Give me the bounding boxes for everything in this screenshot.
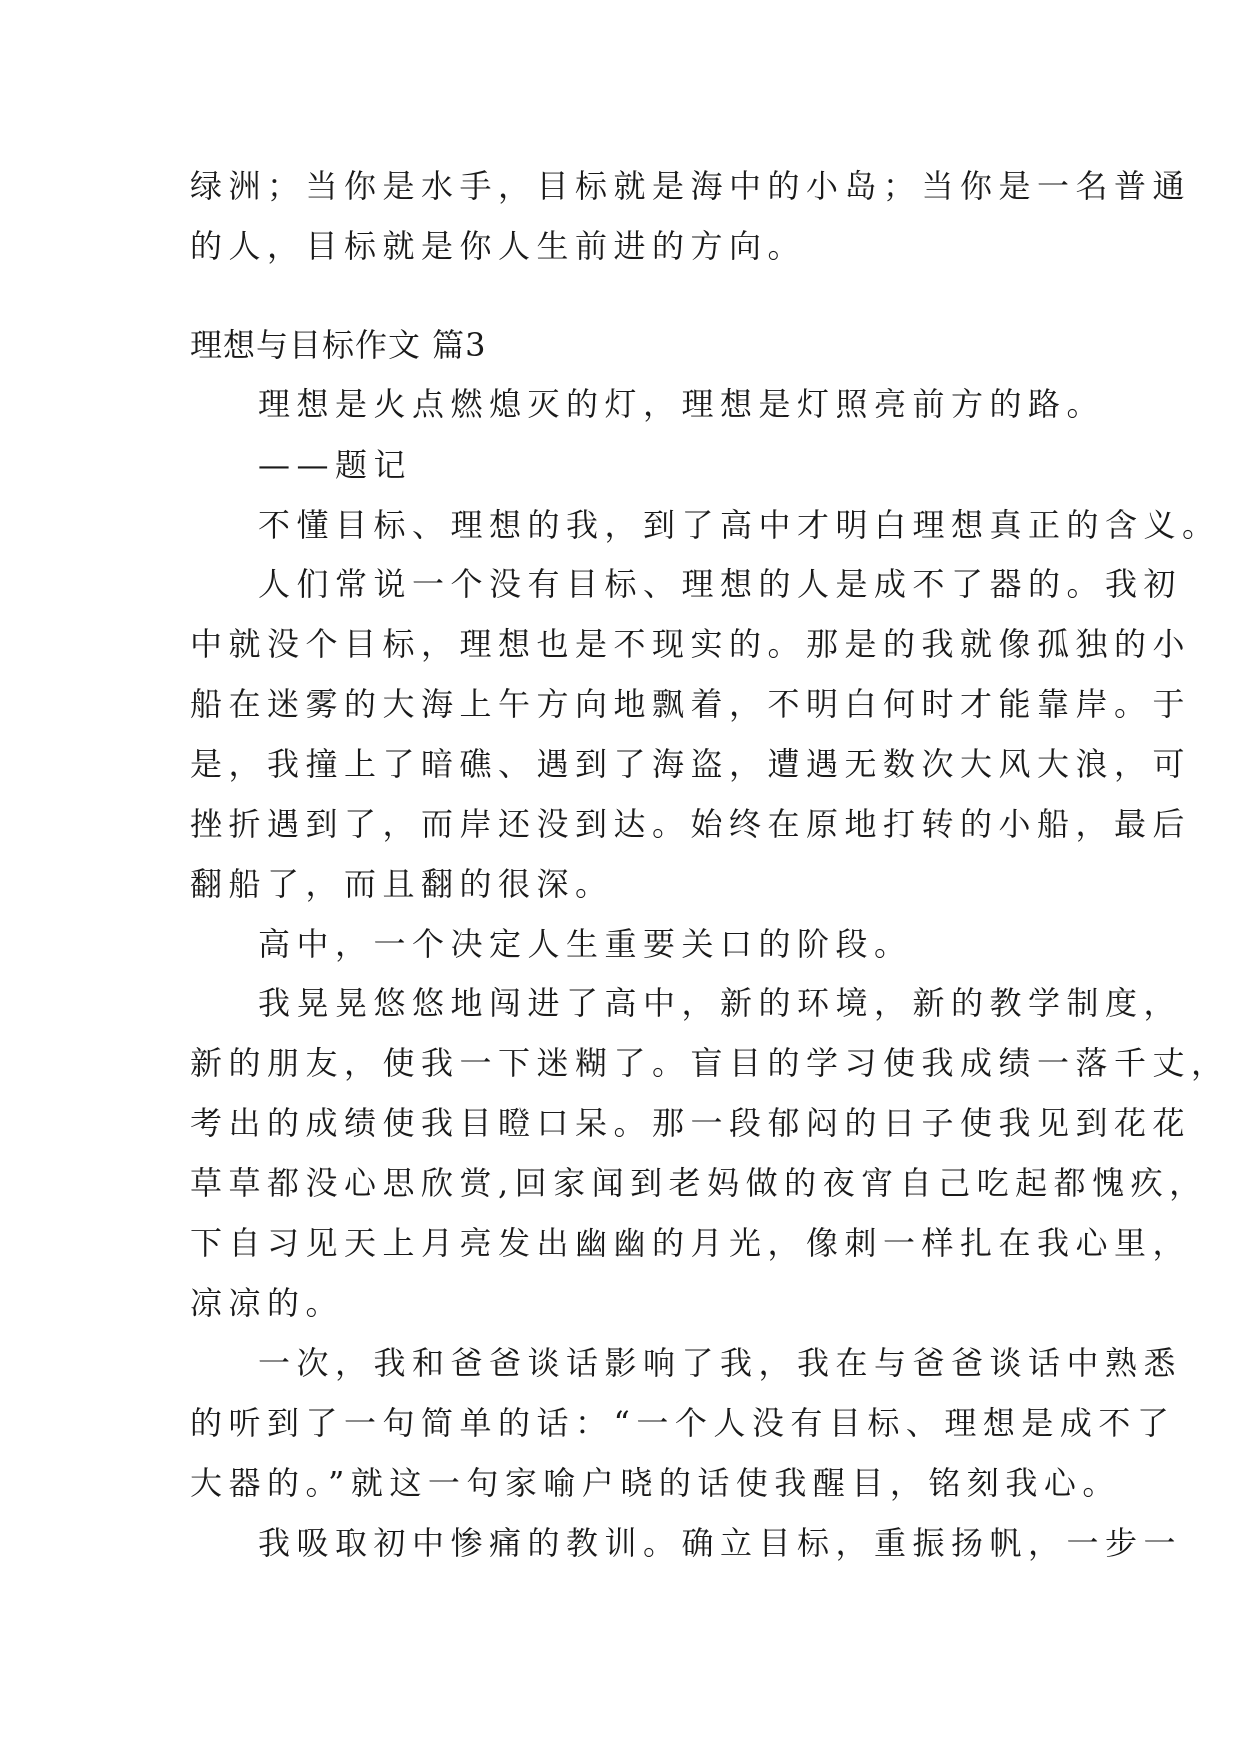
text-line: 大器的。”就这一句家喻户晓的话使我醒目，铭刻我心。 (190, 1464, 1121, 1502)
section-title: 理想与目标作文 篇3 (190, 326, 487, 364)
text-line: 绿洲；当你是水手，目标就是海中的小岛；当你是一名普通 (190, 167, 1192, 205)
text-line: 船在迷雾的大海上午方向地飘着，不明白何时才能靠岸。于 (190, 685, 1192, 723)
text-line: 的人，目标就是你人生前进的方向。 (190, 227, 807, 265)
text-line: 我晃晃悠悠地闯进了高中，新的环境，新的教学制度， (258, 984, 1183, 1022)
text-line: 一次，我和爸爸谈话影响了我，我在与爸爸谈话中熟悉 (258, 1344, 1183, 1382)
text-line: 人们常说一个没有目标、理想的人是成不了器的。我初 (258, 565, 1183, 603)
epigraph: 理想是火点燃熄灭的灯，理想是灯照亮前方的路。 (258, 385, 1106, 423)
text-line: 凉凉的。 (190, 1284, 345, 1322)
text-line: 挫折遇到了，而岸还没到达。始终在原地打转的小船，最后 (190, 805, 1192, 843)
text-line: 考出的成绩使我目瞪口呆。那一段郁闷的日子使我见到花花 (190, 1104, 1192, 1142)
text-line: 的听到了一句简单的话：“一个人没有目标、理想是成不了 (190, 1404, 1176, 1442)
text-line: 下自习见天上月亮发出幽幽的月光，像刺一样扎在我心里， (190, 1224, 1192, 1262)
text-line: 高中，一个决定人生重要关口的阶段。 (258, 925, 913, 963)
text-line: 新的朋友，使我一下迷糊了。盲目的学习使我成绩一落千丈， (190, 1044, 1230, 1082)
epigraph-attribution: ——题记 (258, 446, 413, 484)
text-line: 是，我撞上了暗礁、遇到了海盗，遭遇无数次大风大浪，可 (190, 745, 1192, 783)
text-line: 我吸取初中惨痛的教训。确立目标，重振扬帆，一步一 (258, 1524, 1183, 1562)
text-line: 不懂目标、理想的我，到了高中才明白理想真正的含义。 (258, 506, 1221, 544)
text-line: 中就没个目标，理想也是不现实的。那是的我就像孤独的小 (190, 625, 1192, 663)
text-line: 翻船了，而且翻的很深。 (190, 865, 614, 903)
text-line: 草草都没心思欣赏,回家闻到老妈做的夜宵自己吃起都愧疚， (190, 1164, 1208, 1202)
